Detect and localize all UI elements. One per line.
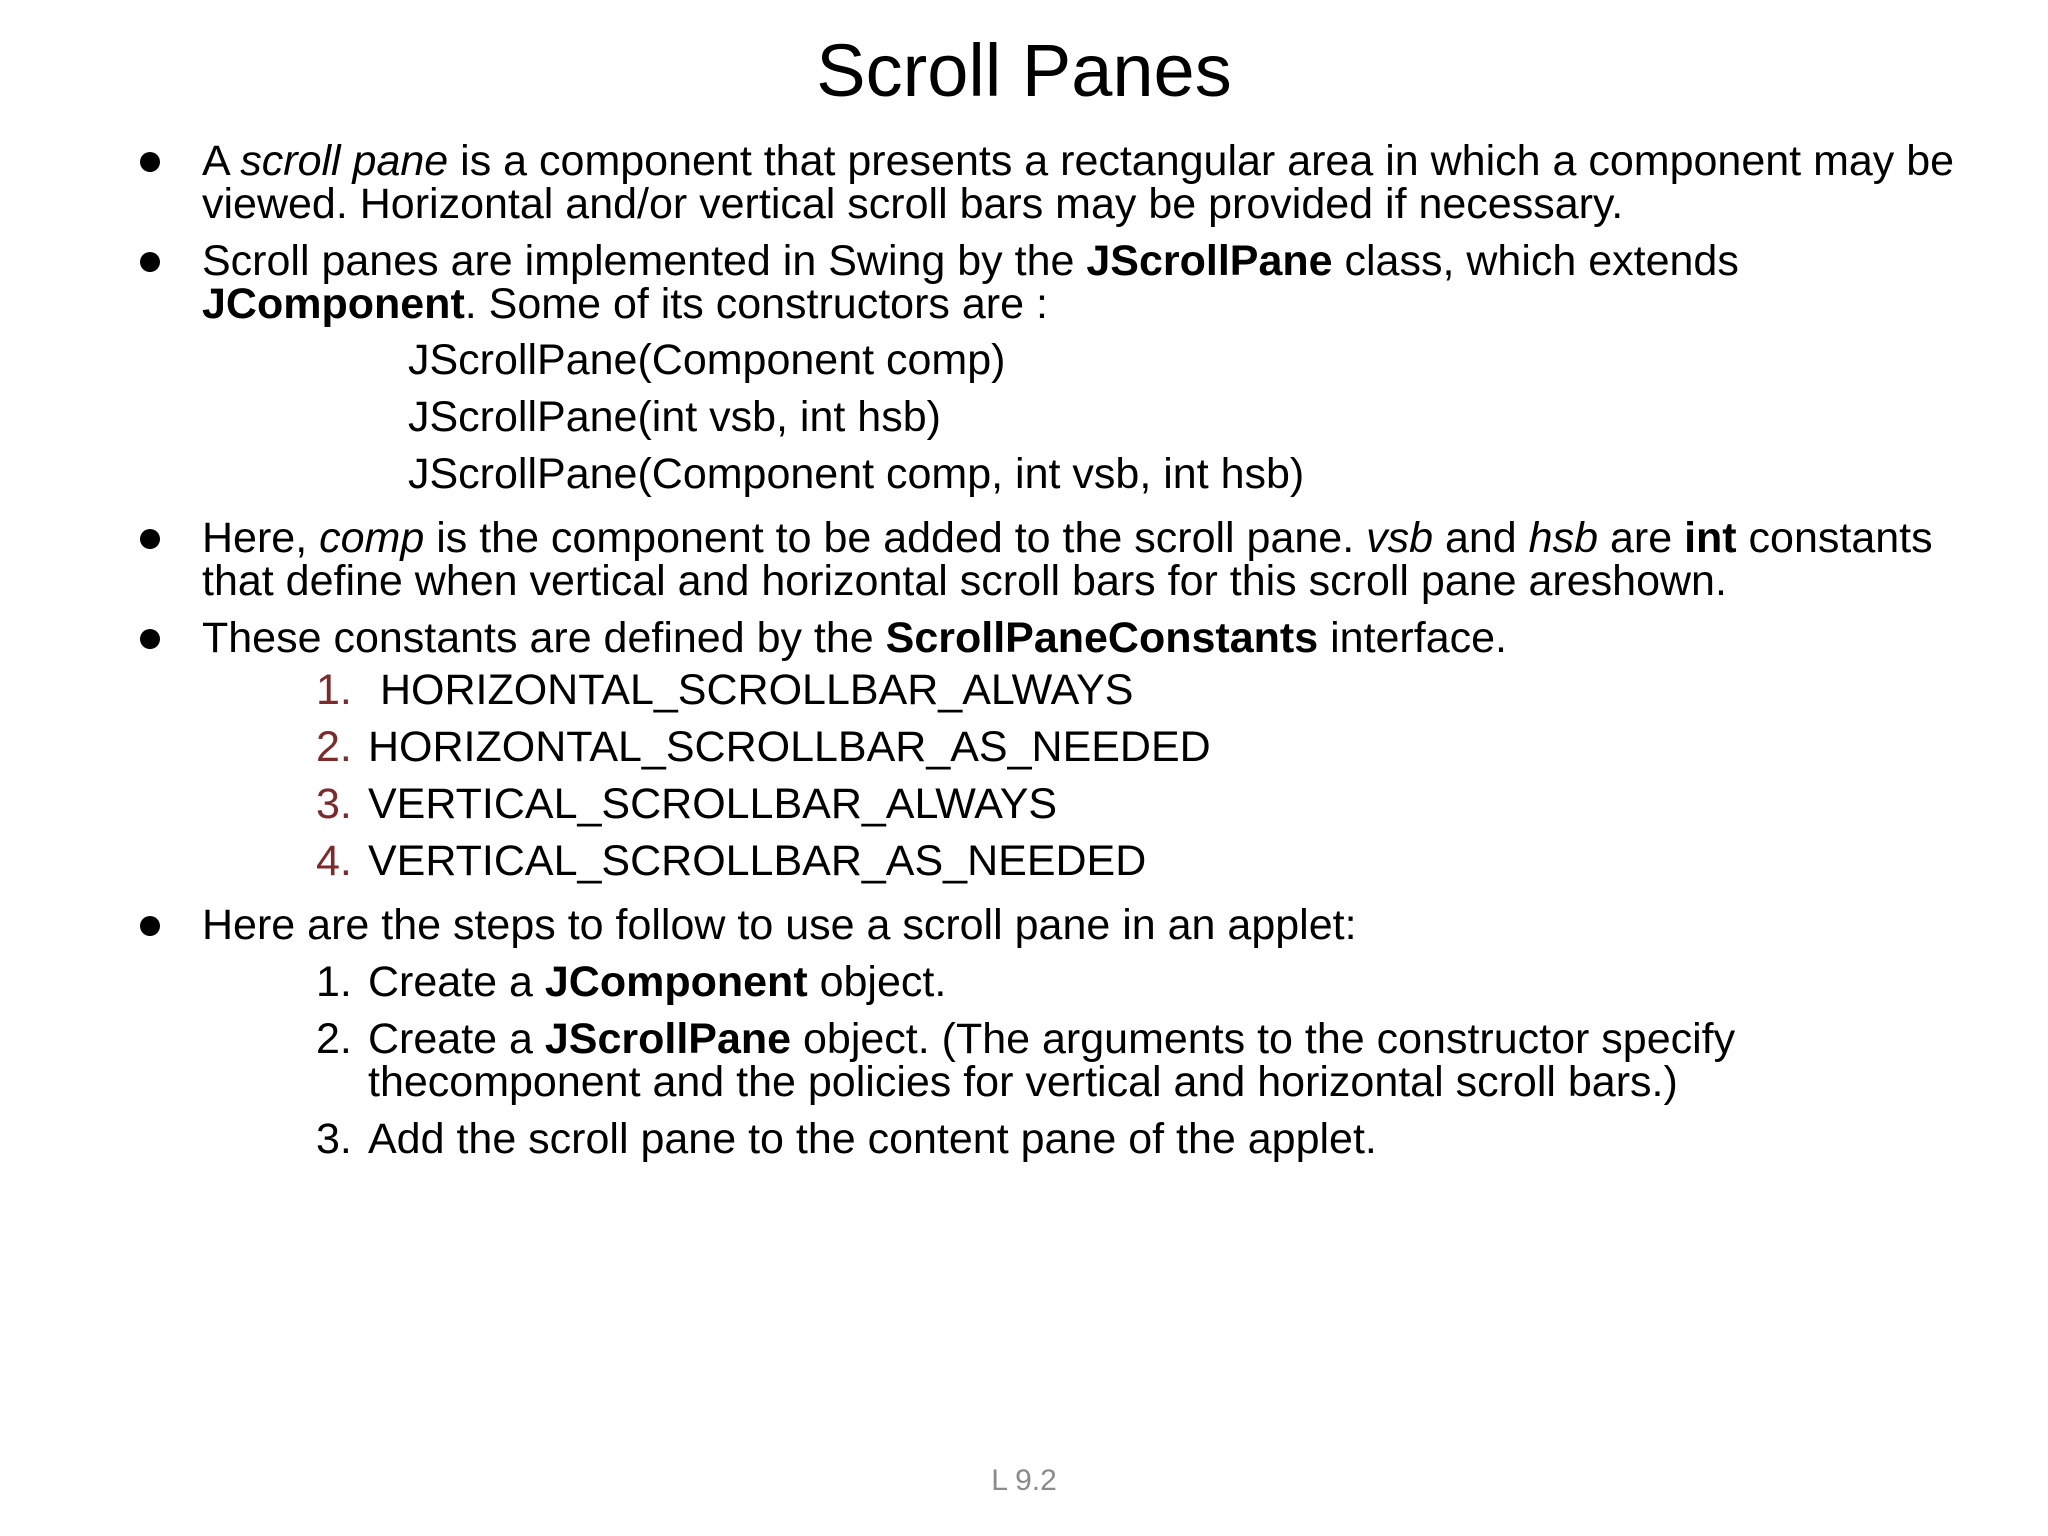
- slide-body: [140, 137, 1960, 1163]
- constant-item: [140, 776, 1960, 833]
- step-number: 2.: [316, 1015, 352, 1063]
- term-jscrollpane: JScrollPane: [544, 1015, 792, 1063]
- constructor-item: JScrollPane(int vsb, int hsb): [408, 393, 941, 441]
- constant-item: [140, 719, 1960, 776]
- constant-name: VERTICAL_SCROLLBAR_ALWAYS: [368, 780, 1058, 828]
- constants-list: [140, 662, 1960, 890]
- constant-name: HORIZONTAL_SCROLLBAR_AS_NEEDED: [368, 723, 1211, 771]
- constant-item: [140, 662, 1960, 719]
- constant-name: HORIZONTAL_SCROLLBAR_ALWAYS: [368, 666, 1134, 714]
- term-comp: comp: [319, 514, 425, 562]
- constant-name: VERTICAL_SCROLLBAR_AS_NEEDED: [368, 837, 1147, 885]
- step-item: 1. Create a JComponent object.: [316, 958, 947, 1006]
- bullet-jscrollpane-class: Scroll panes are implemented in Swing by the JScrollPane class, which extends JComponent. Some of its constructors are :: [140, 240, 1960, 326]
- term-int: int: [1684, 514, 1737, 562]
- bullet-steps-intro: Here are the steps to follow to use a scroll pane in an applet:: [140, 904, 1960, 947]
- term-vsb: vsb: [1366, 514, 1434, 562]
- bullet-dot-icon: [140, 252, 160, 272]
- bullet-dot-icon: [140, 529, 160, 549]
- term-jcomponent: JComponent: [544, 958, 808, 1006]
- bullet-parameters-explanation: Here, comp is the component to be added to the scroll pane. vsb and hsb are int constants that define when vertical and horizontal scroll bars for this scroll pane areshown.: [140, 517, 1960, 603]
- term-jscrollpane: JScrollPane: [1086, 237, 1333, 285]
- constructor-item: JScrollPane(Component comp, int vsb, int hsb): [408, 450, 1305, 498]
- constant-number: 1.: [316, 666, 352, 714]
- constant-number: 2.: [316, 723, 352, 771]
- term-hsb: hsb: [1528, 514, 1599, 562]
- constant-number: 4.: [316, 837, 352, 885]
- constant-number: 3.: [316, 780, 352, 828]
- term-scroll-pane: scroll pane: [240, 137, 449, 185]
- step-item: 3. Add the scroll pane to the content pane of the applet.: [316, 1115, 1377, 1163]
- bullet-scroll-pane-definition: A scroll pane is a component that presents a rectangular area in which a component may be viewed. Horizontal and/or vertical scroll bars may be provided if necessary.: [140, 140, 1960, 226]
- bullet-scrollpaneconstants: These constants are defined by the ScrollPaneConstants interface.: [140, 617, 1960, 660]
- constructor-list: [140, 332, 1960, 503]
- bullet-dot-icon: [140, 152, 160, 172]
- steps-list: [140, 958, 1960, 1163]
- bullet-dot-icon: [140, 629, 160, 649]
- step-item: 2. Create a JScrollPane object. (The arguments to the constructor specify thecomponent and the policies for vertical and horizontal scroll bars.): [316, 1015, 1736, 1106]
- step-number: 1.: [316, 958, 352, 1006]
- slide-title: Scroll Panes: [816, 29, 1232, 112]
- term-jcomponent: JComponent: [202, 280, 465, 328]
- constructor-item: JScrollPane(Component comp): [408, 336, 1006, 384]
- slide-number: L 9.2: [991, 1464, 1057, 1497]
- constant-item: [140, 833, 1960, 890]
- bullet-dot-icon: [140, 916, 160, 936]
- term-scrollpaneconstants: ScrollPaneConstants: [885, 614, 1319, 662]
- step-number: 3.: [316, 1115, 352, 1163]
